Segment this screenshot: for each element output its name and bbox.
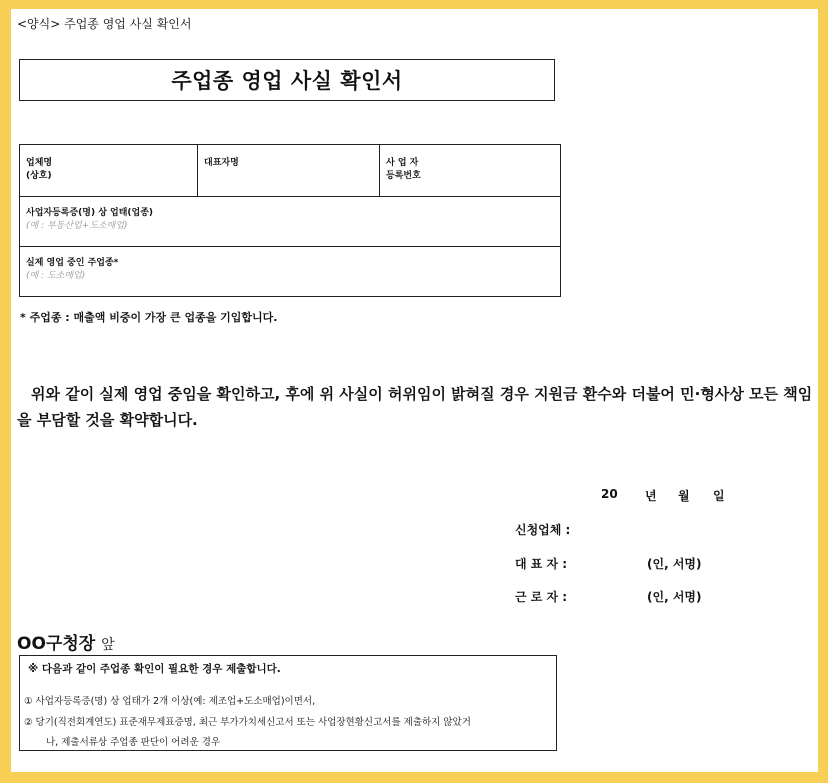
notice-item-2-continued: 나, 제출서류상 주업종 판단이 어려운 경우 <box>46 737 221 748</box>
table-row <box>20 197 561 247</box>
applicant-label: 신청업체 : <box>515 523 571 537</box>
representative-sign-label: 대 표 자 : <box>515 557 568 571</box>
representative-label: 대표자명 <box>204 158 239 168</box>
registration-number-label: 사 업 자 <box>386 158 419 168</box>
notice-box <box>19 655 557 751</box>
document-page <box>11 9 818 772</box>
addressee-name: OO구청장 <box>17 634 96 654</box>
worker-sign-label: 근 로 자 : <box>515 590 568 604</box>
notice-item-1: ① 사업자등록증(명) 상 업태가 2개 이상(예: 제조업+도소매업)이면서, <box>24 696 316 707</box>
date-day-unit: 일 <box>713 489 725 503</box>
actual-type-cell[interactable] <box>20 247 561 297</box>
addressee <box>17 629 115 654</box>
main-type-note: * 주업종 : 매출액 비중이 가장 큰 업종을 기입합니다. <box>20 311 278 324</box>
worker-seal[interactable]: (인, 서명) <box>647 590 702 604</box>
title-text: 주업종 영업 사실 확인서 <box>171 69 403 93</box>
pledge-text: 위와 같이 실제 영업 중임을 확인하고, 후에 위 사실이 허위임이 밝혀질 경우 지원금 환수와 더불어 민·형사상 모든 책임을 부담할 것을 확약합니다. <box>17 385 813 429</box>
actual-type-label: 실제 영업 중인 주업종* <box>26 258 119 268</box>
addressee-suffix: 앞 <box>101 637 115 653</box>
notice-item-2: ② 당기(직전회계연도) 표준재무제표증명, 최근 부가가치세신고서 또는 사업장현황신고서를 제출하지 않았거 <box>24 717 471 728</box>
representative-seal[interactable]: (인, 서명) <box>647 557 702 571</box>
actual-type-example: (예 : 도소매업) <box>26 271 86 281</box>
table-row <box>20 247 561 297</box>
registration-number-cell[interactable] <box>380 145 561 197</box>
business-name-sublabel: (상호) <box>26 171 52 181</box>
date-year-unit: 년 <box>645 489 657 503</box>
date-month-unit: 월 <box>678 489 690 503</box>
registration-number-sublabel: 등록번호 <box>386 171 421 181</box>
business-name-label: 업체명 <box>26 158 53 168</box>
notice-heading: ※ 다음과 같이 주업종 확인이 필요한 경우 제출합니다. <box>28 663 281 675</box>
info-table <box>19 144 561 297</box>
document-title <box>19 59 555 101</box>
date-year: 20 <box>601 487 618 501</box>
form-label: <양식> 주업종 영업 사실 확인서 <box>17 17 192 31</box>
registered-type-label: 사업자등록증(명) 상 업태(업종) <box>26 208 154 218</box>
registered-type-cell[interactable] <box>20 197 561 247</box>
registered-type-example: (예 : 부동산업+도소매업) <box>26 221 128 231</box>
representative-cell[interactable] <box>198 145 380 197</box>
business-name-cell[interactable] <box>20 145 198 197</box>
table-row <box>20 145 561 197</box>
